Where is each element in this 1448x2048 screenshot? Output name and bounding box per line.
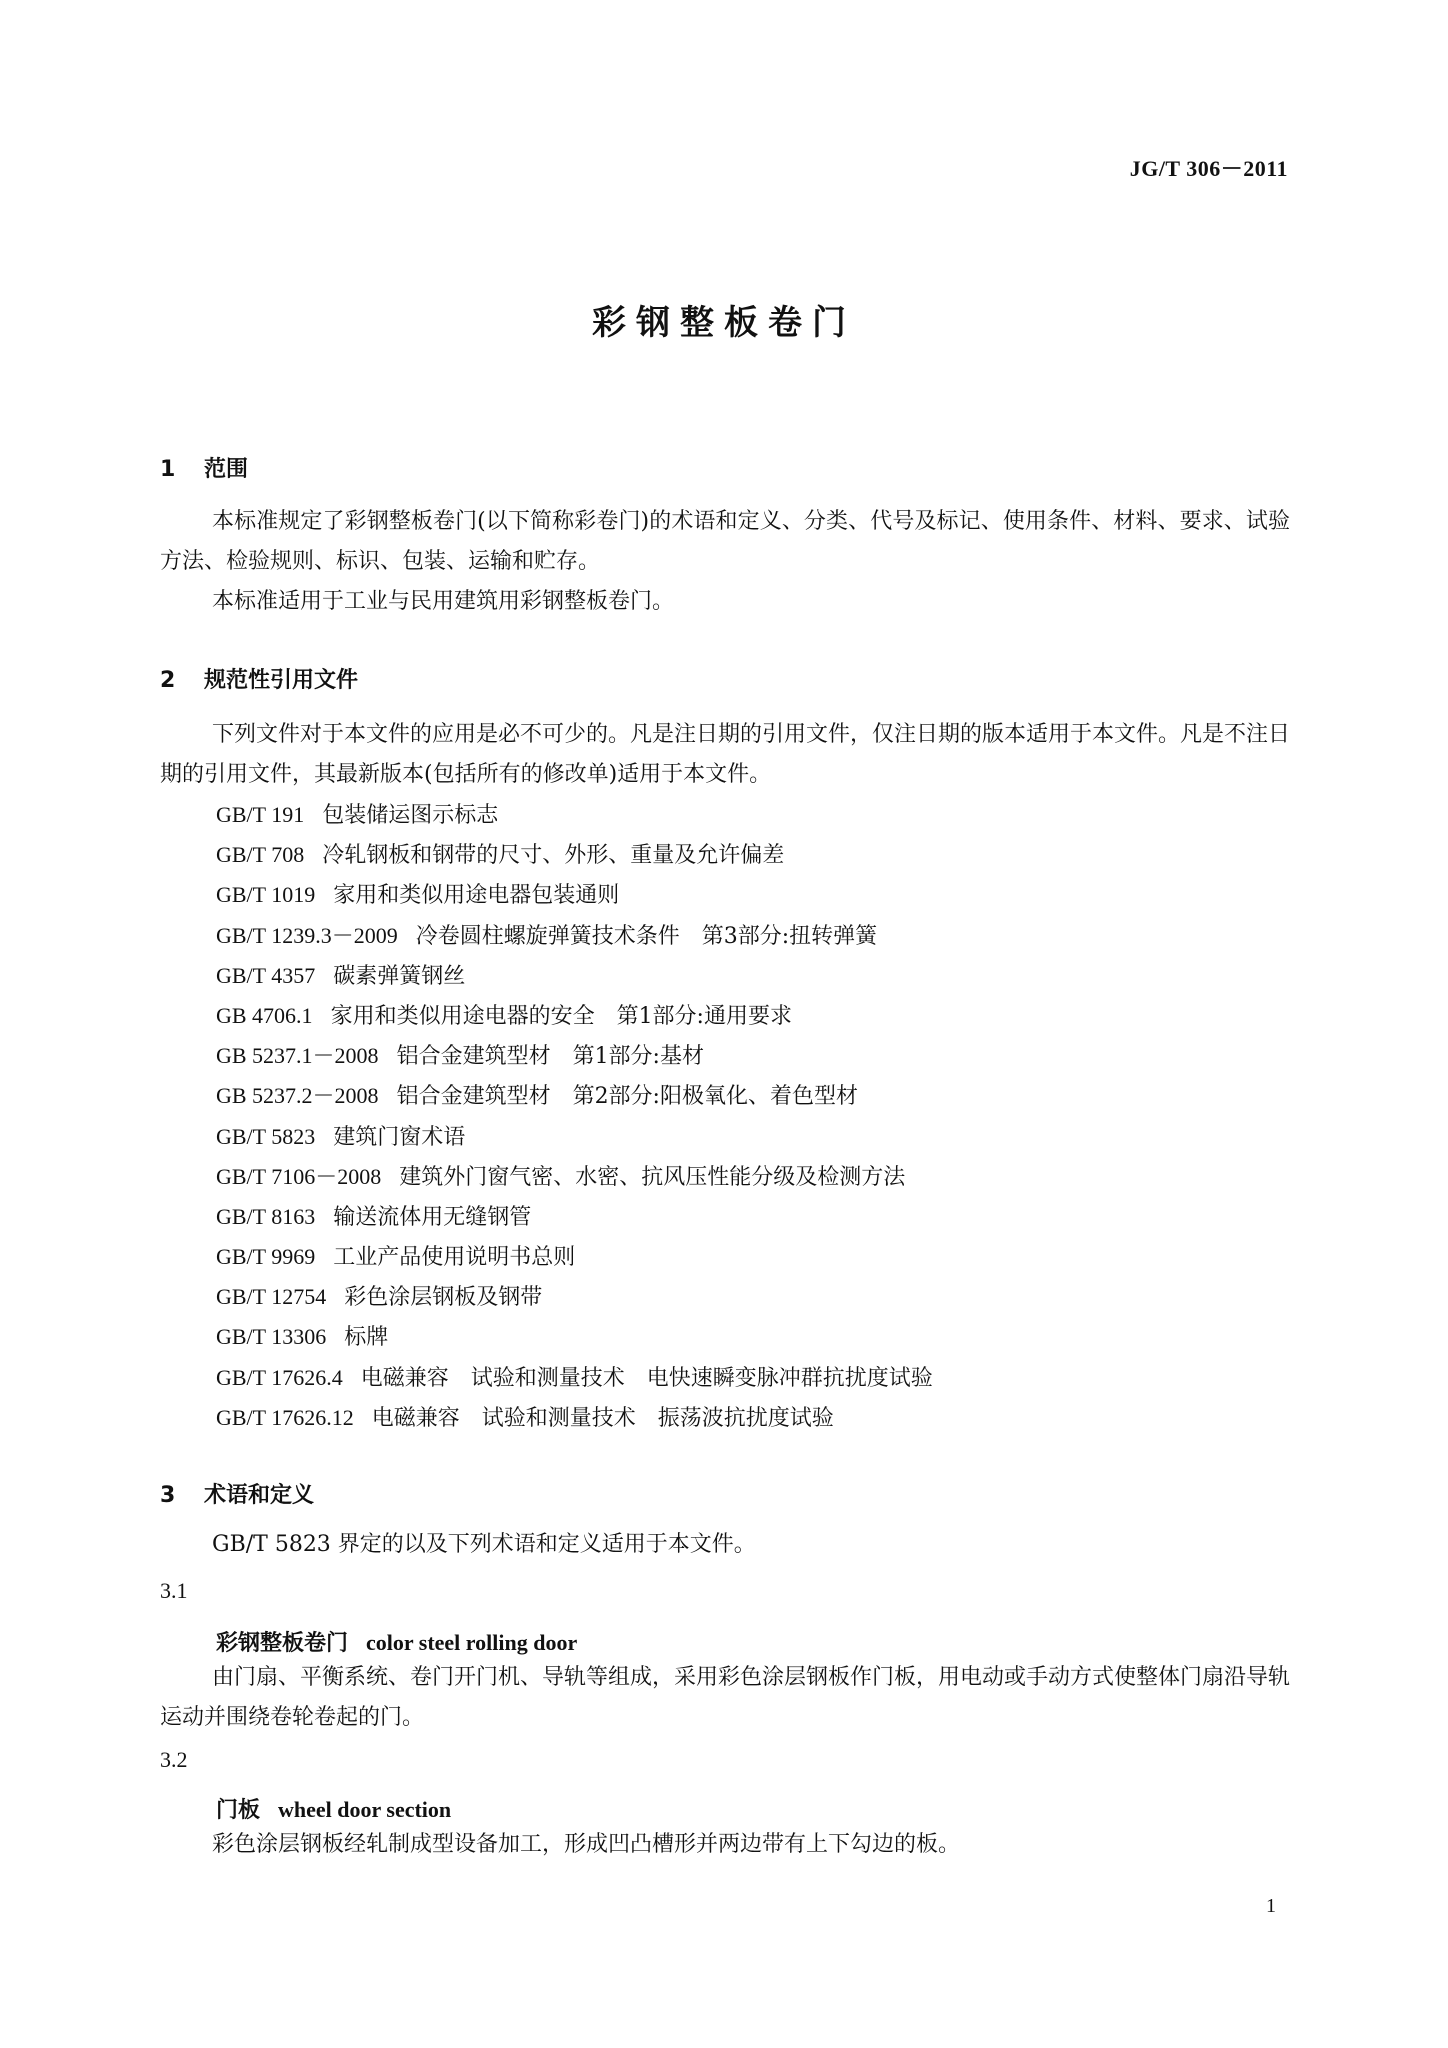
reference-title: 建筑外门窗气密、水密、抗风压性能分级及检测方法 — [399, 1164, 906, 1190]
section-number: 1 — [160, 457, 176, 482]
reference-title: 工业产品使用说明书总则 — [333, 1245, 576, 1271]
scope-paragraph: 本标准规定了彩钢整板卷门(以下简称彩卷门)的术语和定义、分类、代号及标记、使用条件、材料、要求、试验方法、检验规则、标识、包装、运输和贮存。 — [160, 509, 1290, 574]
reference-title: 家用和类似用途电器的安全 第1部分:通用要求 — [330, 1003, 792, 1029]
reference-title: 碳素弹簧钢丝 — [333, 963, 466, 989]
reference-title: 电磁兼容 试验和测量技术 电快速瞬变脉冲群抗扰度试验 — [360, 1365, 933, 1391]
reference-code: GB/T 17626.12 — [216, 1404, 354, 1430]
term-number: 3.1 — [160, 1578, 188, 1603]
reference-code: GB/T 17626.4 — [216, 1364, 343, 1390]
reference-item — [216, 1277, 933, 1317]
reference-code: GB 4706.1 — [216, 1002, 313, 1028]
terms-intro: GB/T 5823 界定的以及下列术语和定义适用于本文件。 — [212, 1532, 756, 1557]
section-1-heading — [160, 452, 248, 483]
reference-item — [216, 1358, 933, 1398]
reference-item — [216, 1076, 933, 1116]
reference-title: 输送流体用无缝钢管 — [333, 1204, 532, 1230]
term-heading — [216, 1626, 577, 1657]
reference-title: 家用和类似用途电器包装通则 — [333, 883, 620, 909]
section-number: 3 — [160, 1483, 176, 1508]
reference-code: GB/T 5823 — [216, 1123, 316, 1149]
reference-code: GB/T 8163 — [216, 1203, 316, 1229]
reference-item — [216, 835, 933, 875]
reference-title: 冷卷圆柱螺旋弹簧技术条件 第3部分:扭转弹簧 — [415, 923, 878, 949]
section-number: 2 — [160, 668, 176, 693]
reference-code: GB/T 191 — [216, 802, 305, 827]
term-definition: 由门扇、平衡系统、卷门开门机、导轨等组成，采用彩色涂层钢板作门板，用电动或手动方式使整体门扇沿导轨运动并围绕卷轮卷起的门。 — [160, 1665, 1291, 1730]
reference-code: GB/T 1239.3－2009 — [216, 922, 398, 948]
section-3-heading — [160, 1478, 314, 1509]
reference-title: 冷轧钢板和钢带的尺寸、外形、重量及允许偏差 — [322, 843, 785, 869]
section-title: 范围 — [204, 457, 249, 482]
page-number: 1 — [1266, 1895, 1276, 1917]
reference-title: 铝合金建筑型材 第1部分:基材 — [396, 1044, 704, 1070]
reference-code: GB/T 708 — [216, 842, 305, 868]
reference-title: 包装储运图示标志 — [322, 803, 499, 828]
reference-item — [216, 916, 933, 956]
reference-title: 彩色涂层钢板及钢带 — [344, 1285, 543, 1311]
term-english: wheel door section — [278, 1797, 452, 1822]
reference-item — [216, 1197, 933, 1237]
term-definition: 彩色涂层钢板经轧制成型设备加工，形成凹凸槽形并两边带有上下勾边的板。 — [212, 1832, 961, 1857]
reference-item — [216, 795, 933, 835]
term-english: color steel rolling door — [366, 1630, 578, 1655]
reference-item — [216, 1317, 933, 1357]
reference-title: 电磁兼容 试验和测量技术 振荡波抗扰度试验 — [371, 1405, 834, 1431]
reference-item — [216, 956, 933, 996]
term-chinese: 门板 — [216, 1797, 261, 1823]
reference-code: GB/T 9969 — [216, 1244, 316, 1270]
section-title: 术语和定义 — [204, 1483, 315, 1508]
term-heading — [216, 1793, 451, 1824]
reference-code: GB/T 13306 — [216, 1324, 327, 1350]
reference-code: GB/T 4357 — [216, 962, 316, 988]
scope-paragraph: 本标准适用于工业与民用建筑用彩钢整板卷门。 — [212, 589, 675, 614]
reference-code: GB/T 1019 — [216, 882, 316, 908]
section-2-heading — [160, 663, 358, 694]
document-title: 彩钢整板卷门 — [592, 303, 856, 343]
reference-code: GB 5237.1－2008 — [216, 1043, 379, 1069]
standard-code: JG/T 306－2011 — [1129, 156, 1288, 181]
reference-list — [216, 795, 933, 1438]
reference-item — [216, 1157, 933, 1197]
reference-title: 铝合金建筑型材 第2部分:阳极氧化、着色型材 — [396, 1084, 858, 1110]
reference-item — [216, 1398, 933, 1438]
reference-title: 标牌 — [344, 1325, 389, 1351]
reference-code: GB 5237.2－2008 — [216, 1083, 379, 1109]
reference-code: GB/T 7106－2008 — [216, 1163, 382, 1189]
reference-title: 建筑门窗术语 — [333, 1124, 466, 1150]
reference-item — [216, 996, 933, 1036]
term-chinese: 彩钢整板卷门 — [216, 1630, 349, 1656]
normative-intro: 下列文件对于本文件的应用是必不可少的。凡是注日期的引用文件，仅注日期的版本适用于本文件。凡是不注日期的引用文件，其最新版本(包括所有的修改单)适用于本文件。 — [160, 722, 1291, 787]
term-number: 3.2 — [160, 1747, 188, 1772]
reference-item — [216, 875, 933, 915]
reference-item — [216, 1237, 933, 1277]
reference-item — [216, 1036, 933, 1076]
section-title: 规范性引用文件 — [204, 668, 359, 693]
reference-code: GB/T 12754 — [216, 1284, 327, 1310]
reference-item — [216, 1117, 933, 1157]
